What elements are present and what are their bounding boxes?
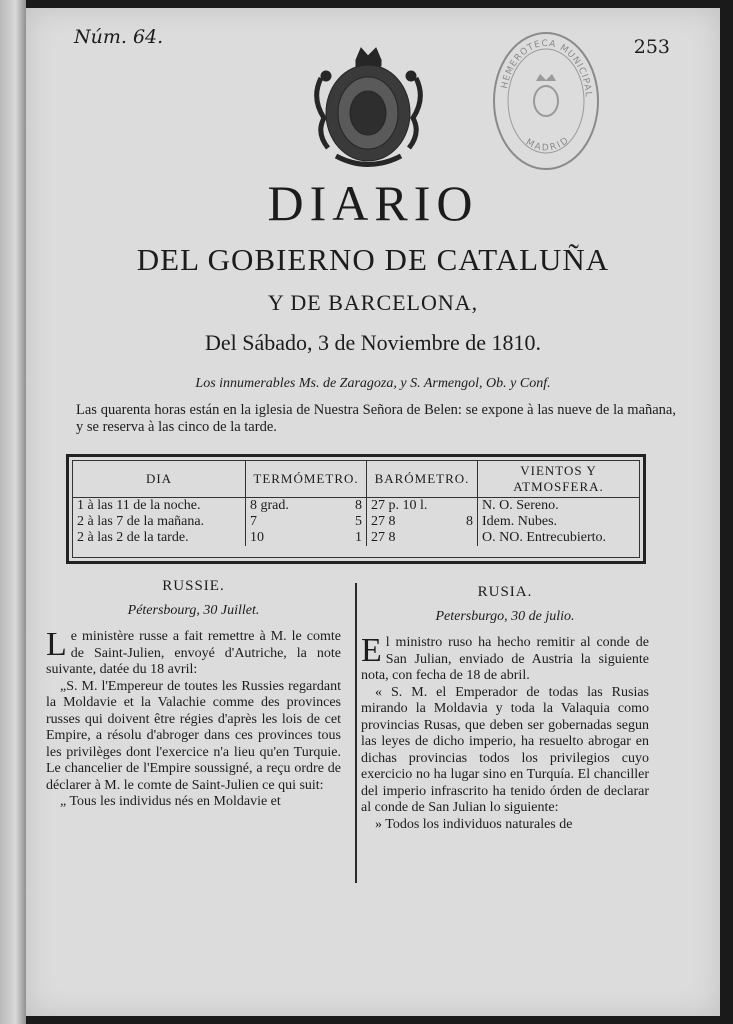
cell-dia: 1 à las 11 de la noche. [73, 498, 246, 515]
header-dia: DIA [73, 461, 246, 498]
cell-dia: 2 à las 7 de la mañana. [73, 514, 246, 530]
cell-termometro: 7 5 [246, 514, 367, 530]
header-termometro: TERMÓMETRO. [246, 461, 367, 498]
masthead-subtitle-city: Y DE BARCELONA, [267, 290, 479, 315]
right-column-heading: RUSIA. [477, 584, 533, 600]
right-paragraph-3: » Todos los individuos naturales de [375, 816, 573, 832]
page-number: 253 [633, 36, 670, 58]
issue-date: Del Sábado, 3 de Noviembre de 1810. [204, 330, 542, 355]
previous-page-edge [0, 0, 26, 1024]
header-vientos: VIENTOS Y ATMOSFERA. [478, 461, 640, 498]
cell-vientos: O. NO. Entrecubierto. [482, 530, 607, 545]
table-row [73, 514, 639, 530]
cell-vientos: N. O. Sereno. [482, 498, 559, 513]
library-stamp [488, 26, 603, 176]
masthead-title: DIARIO [267, 175, 479, 231]
right-column-dateline: Petersburgo, 30 de julio. [435, 608, 575, 624]
forty-hours-notice: Las quarenta horas están en la iglesia de Nuestra Señora de Belen: se expone à las nueve de la mañana, y se reserva à las cinco de la tarde. [76, 402, 676, 435]
royal-coat-of-arms-icon [306, 38, 431, 173]
cell-barometro: 27 8 8 [367, 514, 478, 530]
right-dropcap: E [361, 632, 382, 669]
newspaper-page [26, 8, 720, 1016]
left-dropcap: L [46, 626, 67, 663]
issue-number: Núm. 64. [74, 26, 164, 48]
left-paragraph-3: „ Tous les individus nés en Moldavie et [60, 794, 281, 809]
saints-of-day: Los innumerables Ms. de Zaragoza, y S. Armengol, Ob. y Conf. [195, 376, 551, 391]
left-column-dateline: Pétersbourg, 30 Juillet. [127, 602, 260, 618]
right-column-spanish [361, 584, 649, 833]
table-row [73, 530, 639, 546]
masthead-subtitle: DEL GOBIERNO DE CATALUÑA [136, 242, 610, 277]
left-paragraph-1: Le ministère russe a fait remettre à M. le comte de Saint-Julien, envoyé d'Autriche, la note suivante, datée du 18 avril: [46, 626, 341, 677]
column-divider [355, 583, 357, 883]
cell-barometro: 27 8 [367, 530, 478, 546]
left-column-french [46, 578, 341, 811]
cell-dia: 2 à las 2 de la tarde. [73, 530, 246, 546]
cell-vientos: Idem. Nubes. [482, 514, 558, 529]
cell-termometro: 10 1 [246, 530, 367, 546]
svg-text:HEMEROTECA MUNICIPAL: HEMEROTECA MUNICIPAL [500, 38, 593, 98]
library-stamp-icon [488, 26, 603, 176]
right-paragraph-2: « S. M. el Emperador de todas las Rusias mirando la Moldavia y toda la Valaquia como provincias Rusas, que deben ser gobernadas segun las leyes de dicho imperio, ha resuelto abrogar en dichas provincias todos los privilegios cuyo exercicio no ha lugar sino en Turquía. El chanciller del imperio infrascrito ha tenido órden de declarar al conde de San Julian lo siguiente: [361, 684, 649, 815]
weather-table-frame [66, 454, 646, 564]
svg-text:MADRID: MADRID [523, 134, 573, 154]
cell-barometro: 27 p. 10 l. [367, 498, 478, 515]
weather-table [73, 461, 639, 546]
left-paragraph-2: „S. M. l'Empereur de toutes les Russies regardant la Moldavie et la Valachie comme des provinces russes qui doivent être régies d'après les lois de cet Empire, a résolu d'abroger dans ces provinces tous les privilèges dont l'exercice n'a lieu qu'en Turquie. Le chancelier de l'Empire soussigné, a reçu ordre de déclarer à M. le comte de Saint-Julien ce qui suit: [46, 678, 341, 793]
cell-termometro: 8 grad. 8 [246, 498, 367, 515]
left-column-heading: RUSSIE. [162, 578, 225, 594]
table-row [73, 498, 639, 515]
right-paragraph-1: El ministro ruso ha hecho remitir al conde de San Julian, enviado de Austria la siguiente nota, con fecha de 18 de abril. [361, 632, 649, 683]
header-barometro: BARÓMETRO. [367, 461, 478, 498]
